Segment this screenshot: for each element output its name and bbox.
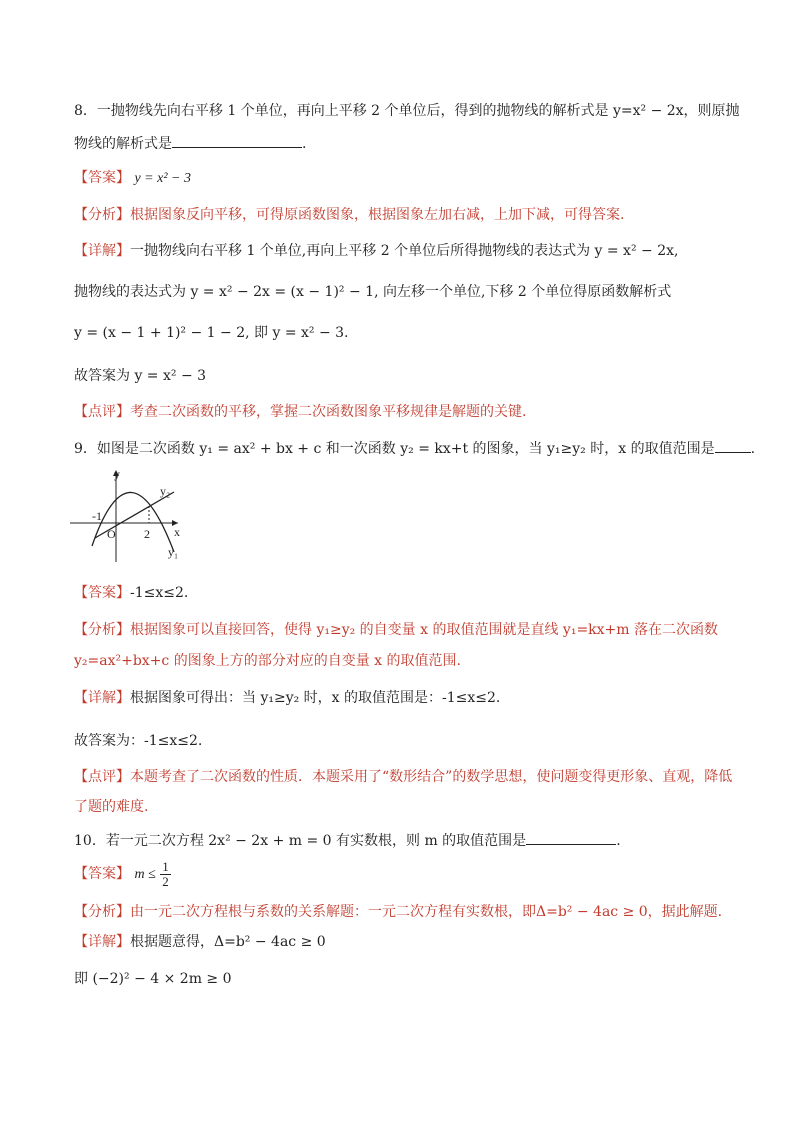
q8-detail-tag: 【详解】 [74,243,130,259]
q9-analysis-line-1 [74,620,734,640]
q8-stem-end: . [302,136,307,152]
q8-comment-text: 考查二次函数的平移，掌握二次函数图象平移规律是解题的关键. [130,404,527,420]
q10-answer-tag: 【答案】 [74,866,130,882]
q8-stem-text: 物线的解析式是 [74,136,172,152]
q8-detail-text-1: 一抛物线向右平移 1 个单位,再向上平移 2 个单位后所得抛物线的表达式为 y = x² − 2x, [130,243,679,259]
q10-detail-tag: 【详解】 [74,934,130,950]
q8-detail-line-1 [74,241,734,261]
q10-analysis-line [74,902,734,922]
q10-answer-line [74,858,734,891]
q9-comment-line-1 [74,767,734,787]
q10-answer-fraction [160,860,171,889]
q9-analysis-tag: 【分析】 [74,622,130,638]
q9-stem-end: . [750,441,756,457]
q9-comment-tag: 【点评】 [74,769,130,785]
q8-answer-tag: 【答案】 [74,170,130,186]
q10-answer-blank [526,830,616,845]
q8-stem-line-2 [74,133,734,154]
label-y: y [114,467,120,481]
q9-stem-text: 9．如图是二次函数 y₁ = ax² + bx + c 和一次函数 y₂ = kx+t 的图象，当 y₁≥y₂ 时，x 的取值范围是 [74,441,715,457]
label-x: x [174,525,180,539]
q8-answer-blank [172,133,302,148]
label-origin: O [107,527,116,541]
q8-analysis-text: 根据图象反向平移，可得原函数图象，根据图象左加右减，上加下减，可得答案. [130,207,625,223]
q10-detail-text-1: 根据题意得，Δ=b² − 4ac ≥ 0 [130,934,326,950]
q10-answer-lhs: m ≤ [134,867,156,882]
label-y2: y₂ [160,484,171,498]
q8-analysis-tag: 【分析】 [74,207,130,223]
q8-analysis-line [74,205,734,225]
q8-answer-line [74,168,734,189]
q9-detail-line [74,688,734,708]
q9-detail-text: 根据图象可得出：当 y₁≥y₂ 时，x 的取值范围是：-1≤x≤2. [130,690,501,706]
q9-analysis-line-2: y₂=ax²+bx+c 的图象上方的部分对应的自变量 x 的取值范围. [74,653,461,669]
q9-comment-text-1: 本题考查了二次函数的性质．本题采用了“数形结合”的数学思想，使问题变得更形象、直观，降低 [130,769,733,785]
fraction-numerator: 1 [162,858,169,874]
q8-conclusion: 故答案为 y = x² − 3 [74,368,207,384]
q10-stem-line [74,830,734,851]
q9-analysis-text-1: 根据图象可以直接回答，使得 y₁≥y₂ 的自变量 x 的取值范围就是直线 y₁=kx+m 落在二次函数 [130,622,719,638]
q10-stem-end: . [616,833,621,849]
q10-analysis-text: 由一元二次方程根与系数的关系解题：一元二次方程有实数根，即Δ=b² − 4ac ≥ 0，据此解题. [130,904,723,920]
q9-answer-line [74,583,734,603]
q8-comment-line [74,402,734,422]
q9-conclusion: 故答案为：-1≤x≤2. [74,733,203,749]
q10-detail-line-2: 即 (−2)² − 4 × 2m ≥ 0 [74,971,232,987]
q9-answer-tag: 【答案】 [74,585,130,601]
q8-detail-line-3: y = (x − 1 + 1)² − 1 − 2, 即 y = x² − 3. [74,325,349,341]
label-2: 2 [144,527,150,541]
q10-stem-text: 10．若一元二次方程 2x² − 2x + m = 0 有实数根，则 m 的取值范围是 [74,833,527,849]
q8-detail-line-2: 抛物线的表达式为 y = x² − 2x = (x − 1)² − 1, 向左移一个单位,下移 2 个单位得原函数解析式 [74,284,672,300]
q8-comment-tag: 【点评】 [74,404,130,420]
q10-analysis-tag: 【分析】 [74,904,130,920]
q9-answer-blank [715,438,751,453]
q9-stem-line [74,438,756,459]
label-y1: y₁ [168,545,179,559]
q9-function-graph [70,466,190,566]
q9-detail-tag: 【详解】 [74,690,130,706]
q8-stem-line-1: 8．一抛物线先向右平移 1 个单位，再向上平移 2 个单位后，得到的抛物线的解析式是 y=x² − 2x，则原抛 [74,103,740,119]
fraction-denominator: 2 [162,873,169,889]
q10-detail-line-1 [74,932,734,952]
parabola-curve [92,492,174,552]
q9-comment-line-2: 了题的难度. [74,799,149,815]
label-neg1: -1 [92,509,102,523]
q8-answer-formula: y = x² − 3 [134,171,191,186]
q9-answer-text: -1≤x≤2. [130,585,189,601]
